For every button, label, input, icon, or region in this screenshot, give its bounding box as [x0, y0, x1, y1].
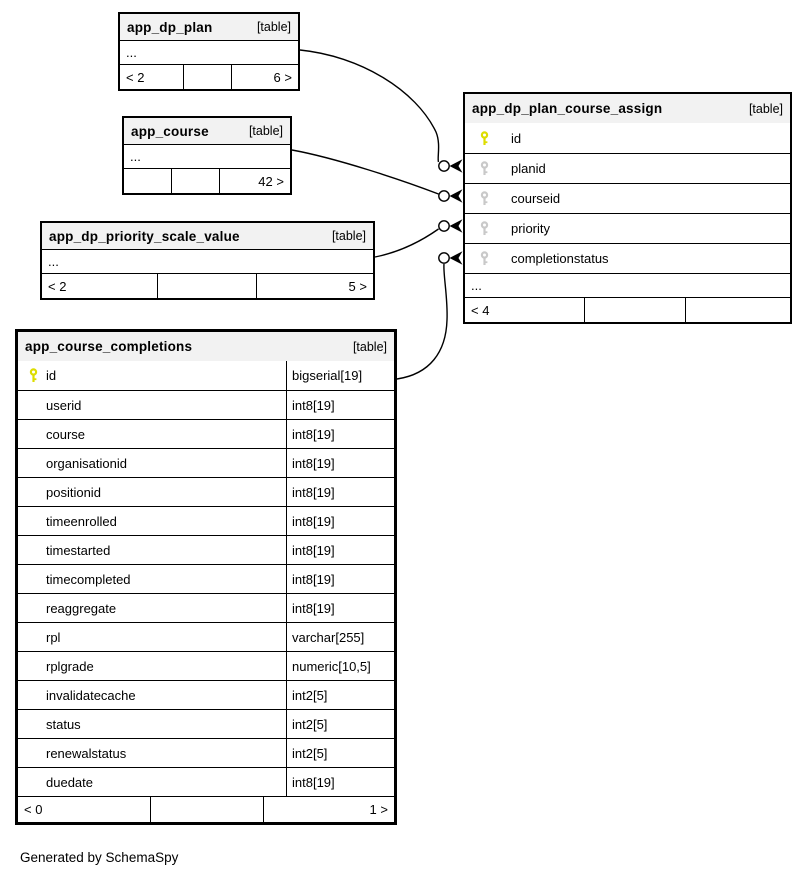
- generator-caption: Generated by SchemaSpy: [20, 850, 179, 865]
- column-type: int8[19]: [286, 768, 394, 796]
- table-app_dp_plan_course_assign[interactable]: [463, 92, 792, 324]
- table-footer: [120, 64, 298, 89]
- footer-right-count: [686, 298, 790, 322]
- column-row-organisationid: [18, 448, 394, 477]
- table-footer: [42, 273, 373, 298]
- column-name: reaggregate: [46, 600, 117, 616]
- primary-key-icon: [27, 368, 40, 383]
- footer-left-count: < 2: [42, 274, 158, 298]
- primary-key-icon: [478, 131, 491, 146]
- table-app_course[interactable]: [122, 116, 292, 195]
- column-type: int8[19]: [286, 507, 394, 535]
- table-header: [124, 118, 290, 144]
- footer-mid-count: [184, 65, 232, 89]
- column-type: int8[19]: [286, 449, 394, 477]
- arrowhead: [450, 189, 463, 203]
- table-title[interactable]: app_course: [131, 123, 209, 139]
- column-name: id: [46, 368, 57, 383]
- footer-mid-count: [158, 274, 257, 298]
- table-title[interactable]: app_course_completions: [25, 339, 193, 354]
- arrowhead: [450, 159, 463, 173]
- column-row-reaggregate: [18, 593, 394, 622]
- column-name: timeenrolled: [46, 513, 117, 529]
- column-row-timeenrolled: [18, 506, 394, 535]
- footer-right-count: 42 >: [258, 173, 284, 189]
- footer-left-count: < 2: [120, 65, 184, 89]
- table-app_course_completions[interactable]: [15, 329, 397, 825]
- table-app_dp_priority_scale_value[interactable]: [40, 221, 375, 300]
- hidden-columns-row: ...: [124, 144, 290, 168]
- column-type: int8[19]: [286, 594, 394, 622]
- table-tag: [table]: [256, 20, 291, 34]
- column-name: rpl: [46, 629, 61, 645]
- column-name: id: [511, 130, 522, 146]
- column-row-id: [465, 123, 790, 153]
- zero-one-circle: [439, 191, 449, 201]
- hidden-columns-row: ...: [120, 40, 298, 64]
- column-row-status: [18, 709, 394, 738]
- table-title[interactable]: app_dp_priority_scale_value: [49, 228, 240, 244]
- column-type: int8[19]: [286, 565, 394, 593]
- column-type: int8[19]: [286, 420, 394, 448]
- footer-left-count: [124, 169, 172, 193]
- column-type: int2[5]: [286, 681, 394, 709]
- footer-mid-count: [172, 169, 220, 193]
- table-title[interactable]: app_dp_plan_course_assign: [472, 101, 663, 116]
- column-name: invalidatecache: [46, 687, 136, 703]
- foreign-key-icon: [478, 251, 491, 266]
- column-type: bigserial[19]: [286, 361, 394, 390]
- table-header: [120, 14, 298, 40]
- column-name: courseid: [511, 191, 561, 206]
- table-footer: [18, 796, 394, 822]
- table-tag: [table]: [748, 101, 783, 116]
- column-name: timestarted: [46, 542, 111, 558]
- column-name: renewalstatus: [46, 745, 127, 761]
- column-row-positionid: [18, 477, 394, 506]
- connector-endpoints: [439, 159, 463, 265]
- table-tag: [table]: [352, 339, 387, 354]
- column-row-course: [18, 419, 394, 448]
- table-tag: [table]: [331, 229, 366, 243]
- table-header: [42, 223, 373, 249]
- column-name: planid: [511, 161, 546, 176]
- column-type: int8[19]: [286, 478, 394, 506]
- arrowhead: [450, 251, 463, 265]
- connector-app_course_completions-to-completionstatus: [397, 264, 447, 379]
- foreign-key-icon: [478, 191, 491, 206]
- column-type: varchar[255]: [286, 623, 394, 651]
- footer-mid-count: [585, 298, 686, 322]
- column-row-timecompleted: [18, 564, 394, 593]
- column-type: int8[19]: [286, 536, 394, 564]
- column-name: positionid: [46, 484, 101, 500]
- column-row-planid: [465, 153, 790, 183]
- column-name: timecompleted: [46, 571, 131, 587]
- column-row-rplgrade: [18, 651, 394, 680]
- column-name: organisationid: [46, 455, 127, 471]
- column-type: int2[5]: [286, 710, 394, 738]
- footer-right-count: 5 >: [348, 278, 367, 294]
- table-footer: [465, 297, 790, 322]
- column-name: course: [46, 426, 86, 442]
- arrowhead: [450, 219, 463, 233]
- zero-one-circle: [439, 253, 449, 263]
- column-name: status: [46, 716, 81, 732]
- foreign-key-icon: [478, 161, 491, 176]
- column-row-duedate: [18, 767, 394, 796]
- table-app_dp_plan[interactable]: [118, 12, 300, 91]
- column-row-timestarted: [18, 535, 394, 564]
- table-title[interactable]: app_dp_plan: [127, 19, 213, 35]
- column-row-priority: [465, 213, 790, 243]
- zero-one-circle: [439, 161, 449, 171]
- column-row-renewalstatus: [18, 738, 394, 767]
- column-name: rplgrade: [46, 658, 94, 674]
- footer-mid-count: [151, 797, 264, 822]
- column-row-rpl: [18, 622, 394, 651]
- column-type: int8[19]: [286, 391, 394, 419]
- table-footer: [124, 168, 290, 193]
- column-name: userid: [46, 397, 82, 413]
- column-name: completionstatus: [511, 251, 609, 266]
- column-type: int2[5]: [286, 739, 394, 767]
- connector-app_dp_plan-to-planid: [300, 50, 439, 162]
- connector-app_course-to-courseid: [292, 150, 439, 194]
- table-header: [18, 332, 394, 361]
- table-tag: [table]: [248, 124, 283, 138]
- connector-app_dp_priority_scale_value-to-priority: [375, 229, 439, 257]
- footer-left-count: < 4: [465, 298, 585, 322]
- footer-left-count: < 0: [18, 797, 151, 822]
- foreign-key-icon: [478, 221, 491, 236]
- hidden-columns-row: ...: [42, 249, 373, 273]
- table-header: [465, 94, 790, 123]
- column-row-invalidatecache: [18, 680, 394, 709]
- footer-right-count: 6 >: [273, 69, 292, 85]
- footer-right-count: 1 >: [369, 802, 388, 817]
- column-row-id: [18, 361, 394, 390]
- column-name: priority: [511, 221, 551, 236]
- column-type: numeric[10,5]: [286, 652, 394, 680]
- column-row-userid: [18, 390, 394, 419]
- column-row-courseid: [465, 183, 790, 213]
- column-name: duedate: [46, 774, 93, 790]
- zero-one-circle: [439, 221, 449, 231]
- hidden-columns-row: ...: [465, 273, 790, 297]
- column-row-completionstatus: [465, 243, 790, 273]
